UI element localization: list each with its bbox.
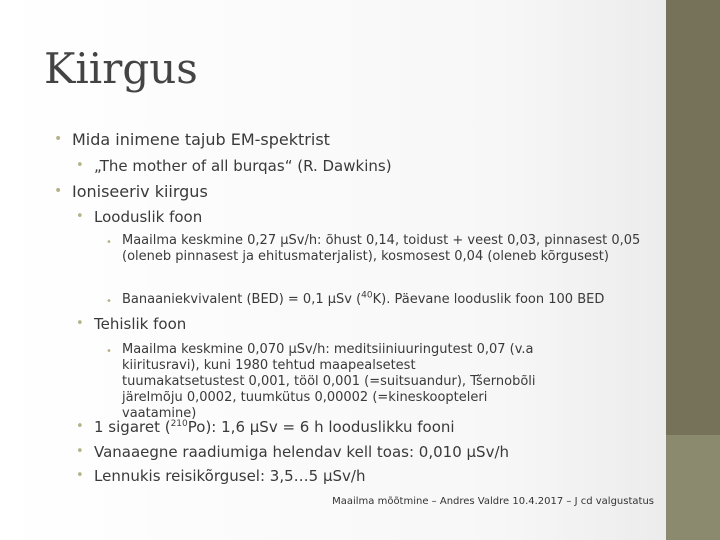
bullet-icon: • bbox=[54, 183, 63, 199]
bullet-text: Looduslik foon bbox=[94, 208, 203, 226]
bullet-natural-background bbox=[76, 208, 203, 226]
bullet-banana-equivalent bbox=[106, 290, 652, 308]
bullet-icon: • bbox=[106, 296, 112, 307]
bullet-text: Ioniseeriv kiirgus bbox=[72, 182, 208, 201]
isotope-mass-number: 210 bbox=[170, 419, 188, 429]
bullet-text-start: Banaaniekvivalent (BED) = 0,1 µSv ( bbox=[122, 292, 362, 307]
bullet-icon: • bbox=[106, 346, 112, 357]
bullet-text-end: Po): 1,6 µSv = 6 h looduslikku fooni bbox=[187, 418, 455, 436]
bullet-icon: • bbox=[76, 444, 84, 459]
bullet-dawkins-quote bbox=[76, 157, 392, 175]
bullet-text-end: K). Päevane looduslik foon 100 BED bbox=[372, 292, 605, 307]
bullet-icon: • bbox=[76, 316, 84, 331]
bullet-em-spectrum bbox=[54, 130, 330, 149]
bullet-radium-clock bbox=[76, 443, 510, 461]
bullet-icon: • bbox=[106, 237, 112, 248]
isotope-mass-number: 40 bbox=[361, 290, 373, 301]
accent-side-block bbox=[666, 435, 720, 540]
bullet-icon: • bbox=[76, 468, 84, 483]
bullet-icon: • bbox=[76, 158, 84, 173]
bullet-text: Lennukis reisikõrgusel: 3,5…5 µSv/h bbox=[94, 467, 366, 485]
bullet-artificial-background bbox=[76, 315, 187, 333]
bullet-text: Mida inimene tajub EM-spektrist bbox=[72, 130, 330, 149]
bullet-ionizing-radiation bbox=[54, 182, 208, 201]
bullet-icon: • bbox=[54, 131, 63, 147]
bullet-world-average-artificial bbox=[106, 342, 542, 422]
bullet-text-start: 1 sigaret ( bbox=[94, 418, 171, 436]
bullet-world-average-natural bbox=[106, 233, 642, 265]
bullet-text: Tehislik foon bbox=[94, 315, 187, 333]
bullet-airplane bbox=[76, 467, 366, 485]
bullet-icon: • bbox=[76, 419, 84, 434]
bullet-cigarette bbox=[76, 418, 455, 436]
bullet-text: Maailma keskmine 0,070 µSv/h: meditsiiniuuringutest 0,07 (v.a kiiritusravi), kuni 1980 tehtud maapealsetest tuumakatsetustest 0,001, tööl 0,001 (=suitsuandur), Tšernobõli järelmõju 0,0002, tuumkütus 0,00002 (=kineskoopteleri vaatamine) bbox=[122, 342, 536, 421]
bullet-icon: • bbox=[76, 209, 84, 224]
slide-footer: Maailma mõõtmine – Andres Valdre 10.4.2017 – J cd valgustatus bbox=[332, 496, 654, 507]
bullet-text: „The mother of all burqas“ (R. Dawkins) bbox=[94, 157, 392, 175]
bullet-text: Vanaaegne raadiumiga helendav kell toas: 0,010 µSv/h bbox=[94, 443, 510, 461]
bullet-text: Maailma keskmine 0,27 µSv/h: õhust 0,14, toidust + veest 0,03, pinnasest 0,05 (oleneb pinnasest ja ehitusmaterjalist), kosmosest 0,04 (oleneb kõrgusest) bbox=[122, 233, 641, 264]
slide-title: Kiirgus bbox=[44, 44, 198, 93]
